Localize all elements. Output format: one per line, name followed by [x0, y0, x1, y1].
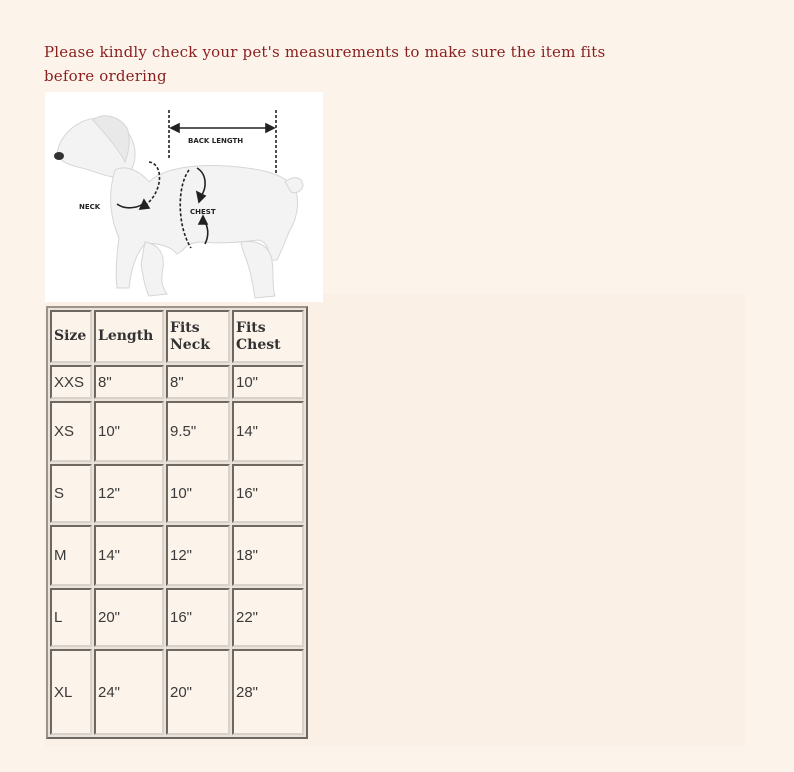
cell-chest: 10"	[232, 365, 304, 399]
header-fits-neck	[166, 310, 230, 363]
cell-length: 10"	[94, 401, 164, 462]
table-row	[50, 464, 304, 523]
dog-nose	[54, 152, 64, 160]
cell-size: XS	[50, 401, 92, 462]
table-row	[50, 525, 304, 586]
header-fits-neck-line2: Neck	[170, 336, 210, 353]
cell-size: S	[50, 464, 92, 523]
cell-size: XXS	[50, 365, 92, 399]
cell-length: 8"	[94, 365, 164, 399]
size-chart-table	[46, 306, 308, 739]
cell-chest: 16"	[232, 464, 304, 523]
header-size: Size	[50, 310, 92, 363]
cell-neck: 9.5"	[166, 401, 230, 462]
table-row	[50, 649, 304, 735]
dog-mannequin-illustration	[45, 92, 323, 302]
cell-chest: 14"	[232, 401, 304, 462]
cell-neck: 20"	[166, 649, 230, 735]
cell-neck: 12"	[166, 525, 230, 586]
header-fits-chest-line2: Chest	[236, 336, 281, 353]
measurement-notice	[44, 40, 744, 88]
table-row	[50, 401, 304, 462]
cell-chest: 22"	[232, 588, 304, 647]
notice-line-2: before ordering	[44, 67, 167, 85]
cell-length: 24"	[94, 649, 164, 735]
table-row	[50, 365, 304, 399]
neck-label: NECK	[79, 203, 101, 211]
cell-size: L	[50, 588, 92, 647]
cell-chest: 28"	[232, 649, 304, 735]
cell-length: 12"	[94, 464, 164, 523]
cell-neck: 16"	[166, 588, 230, 647]
cell-chest: 18"	[232, 525, 304, 586]
header-length: Length	[94, 310, 164, 363]
cell-length: 20"	[94, 588, 164, 647]
chest-label: CHEST	[190, 208, 216, 216]
header-fits-chest-line1: Fits	[236, 319, 266, 336]
table-row	[50, 588, 304, 647]
cell-neck: 8"	[166, 365, 230, 399]
header-fits-neck-line1: Fits	[170, 319, 200, 336]
dog-measurement-diagram	[45, 92, 323, 302]
cell-size: XL	[50, 649, 92, 735]
notice-line-1: Please kindly check your pet's measurements to make sure the item fits	[44, 43, 606, 61]
cell-neck: 10"	[166, 464, 230, 523]
cell-size: M	[50, 525, 92, 586]
header-fits-chest	[232, 310, 304, 363]
back-length-label: BACK LENGTH	[188, 137, 244, 145]
table-header-row	[50, 310, 304, 363]
cell-length: 14"	[94, 525, 164, 586]
